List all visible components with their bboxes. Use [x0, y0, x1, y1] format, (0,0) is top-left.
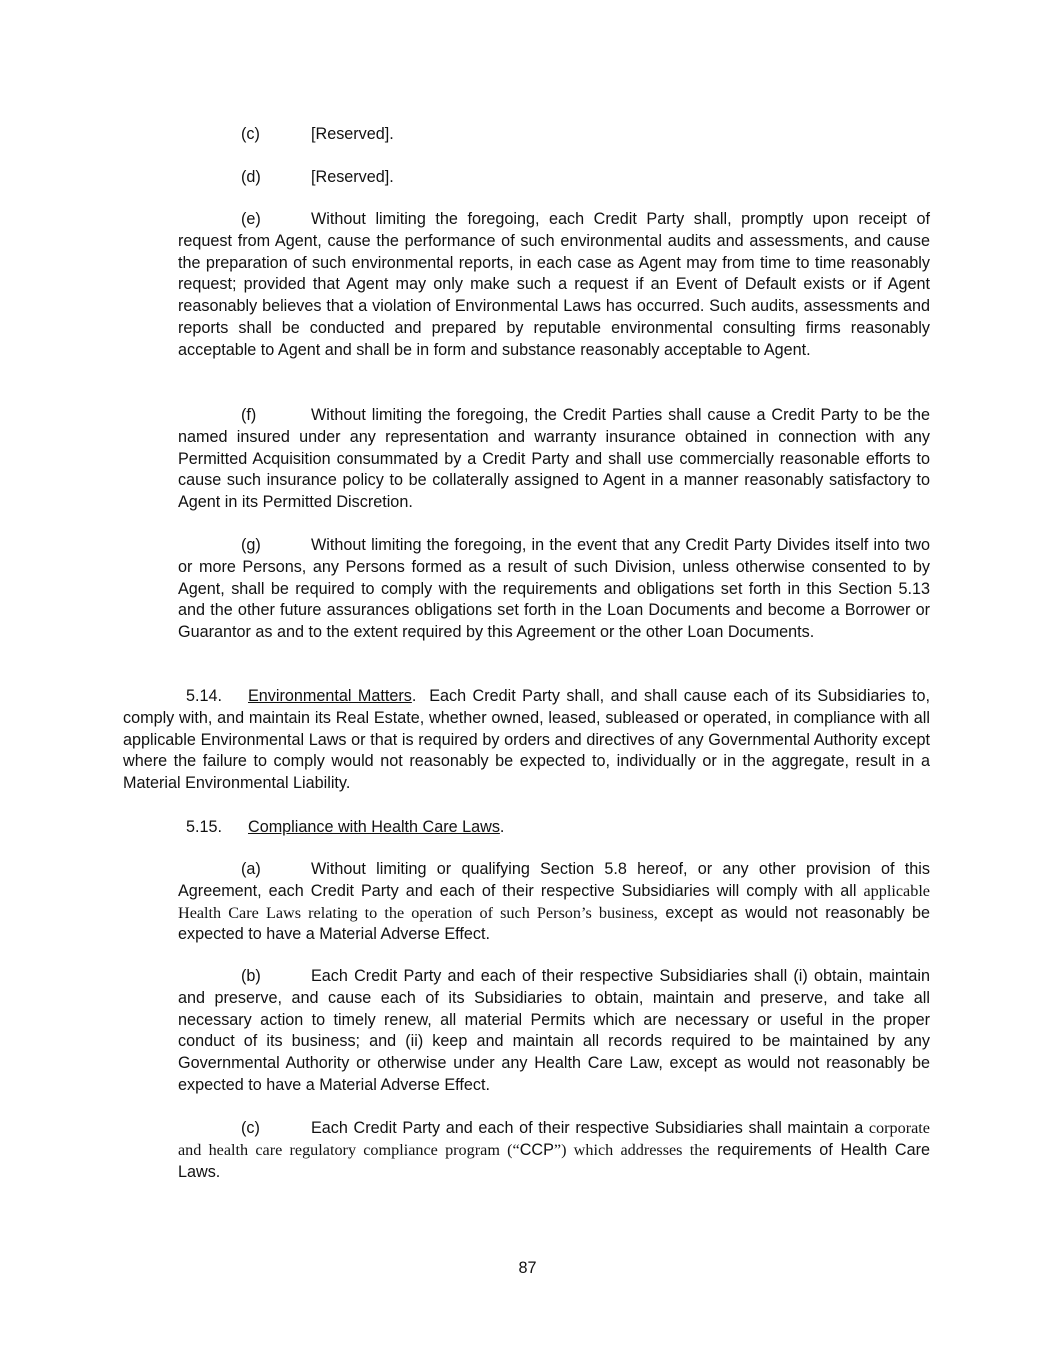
- item-label: (f): [241, 406, 257, 424]
- section-heading-punct: .: [499, 818, 505, 836]
- section-number: 5.14.: [186, 687, 223, 705]
- section-5-14-paragraph: [123, 686, 930, 795]
- item-text: [Reserved].: [311, 168, 394, 186]
- item-5-15-c-paragraph: [178, 1118, 930, 1183]
- item-text-serif: ”) which addresses the: [553, 1140, 710, 1159]
- item-label: (d): [241, 168, 261, 186]
- section-number: 5.15.: [186, 818, 223, 836]
- item-5-15-a-paragraph: [178, 859, 930, 946]
- section-heading: Environmental Matters: [248, 687, 412, 705]
- item-label: (g): [241, 536, 261, 554]
- item-e-paragraph: [178, 209, 930, 362]
- ccp-term: CCP: [519, 1140, 554, 1159]
- item-g-paragraph: [178, 535, 930, 644]
- section-text: Each Credit Party shall, and shall cause each of its Subsidiaries to, comply with, and maintain its Real Estate, whether owned, leased, subleased or operated, in compliance with all applicable Environmental Laws or that is required by orders and directives of any Governmental Authority except where the failure to comply would not reasonably be expected to, individually or in the aggregate, result in a Material Environmental Liability.: [123, 687, 930, 793]
- item-f-paragraph: [178, 405, 930, 514]
- item-label: (b): [241, 967, 261, 985]
- page-number: 87: [518, 1259, 537, 1277]
- item-label: (c): [241, 125, 260, 143]
- item-text: Without limiting the foregoing, in the event that any Credit Party Divides itself into two or more Persons, any Persons formed as a result of such Division, unless otherwise consented to by Agent, shall be required to comply with the requirements and obligations set forth in this Section 5.13 and the other future assurances obligations set forth in the Loan Documents and become a Borrower or Guarantor as and to the extent required by this Agreement or the other Loan Documents.: [178, 536, 930, 642]
- item-c-reserved: [241, 124, 394, 146]
- item-label: (a): [241, 860, 261, 878]
- section-5-15-heading: [123, 817, 504, 839]
- item-text: Without limiting the foregoing, each Credit Party shall, promptly upon receipt of request from Agent, cause the performance of such environmental audits and assessments, and cause the preparation of such environmental reports, in each case as Agent may from time to time reasonably request; provided that Agent may only make such a request if an Event of Default exists or if Agent reasonably believes that a violation of Environmental Laws has occurred. Such audits, assessments and reports shall be conducted and prepared by reputable environmental consulting firms reasonably acceptable to Agent and shall be in form and substance reasonably acceptable to Agent.: [178, 210, 930, 359]
- section-heading: Compliance with Health Care Laws: [248, 818, 500, 836]
- item-label: (e): [241, 210, 261, 228]
- item-5-15-b-paragraph: [178, 966, 930, 1097]
- item-text: [Reserved].: [311, 125, 394, 143]
- item-text-serif: applicable Health Care Laws relating to the operation of such Person’s business,: [178, 881, 930, 922]
- item-d-reserved: [241, 167, 394, 189]
- item-text: requirements of Health Care Laws.: [178, 1140, 930, 1181]
- item-text: Without limiting the foregoing, the Credit Parties shall cause a Credit Party to be the named insured under any representation and warranty insurance obtained in connection with any Permitted Acquisition consummated by a Credit Party and shall use commercially reasonable efforts to cause such insurance policy to be collaterally assigned to Agent in a manner reasonably satisfactory to Agent in its Permitted Discretion.: [178, 406, 930, 512]
- item-text: Each Credit Party and each of their respective Subsidiaries shall (i) obtain, maintain and preserve, and cause each of its Subsidiaries to obtain, maintain and preserve, and take all necessary action to timely renew, all material Permits which are necessary or useful in the proper conduct of its business; and (ii) keep and maintain all records required to be maintained by any Governmental Authority or otherwise under any Health Care Law, except as would not reasonably be expected to have a Material Adverse Effect.: [178, 967, 930, 1094]
- item-label: (c): [241, 1119, 260, 1137]
- item-text: Each Credit Party and each of their respective Subsidiaries shall maintain a: [311, 1119, 864, 1137]
- item-text: Without limiting or qualifying Section 5.8 hereof, or any other provision of this Agreement, each Credit Party and each of their respective Subsidiaries will comply with all: [178, 860, 930, 900]
- section-heading-punct: .: [411, 687, 417, 705]
- item-text: except as would not reasonably be expected to have a Material Adverse Effect.: [178, 903, 930, 944]
- item-text-serif: corporate and health care regulatory compliance program (“: [178, 1119, 930, 1159]
